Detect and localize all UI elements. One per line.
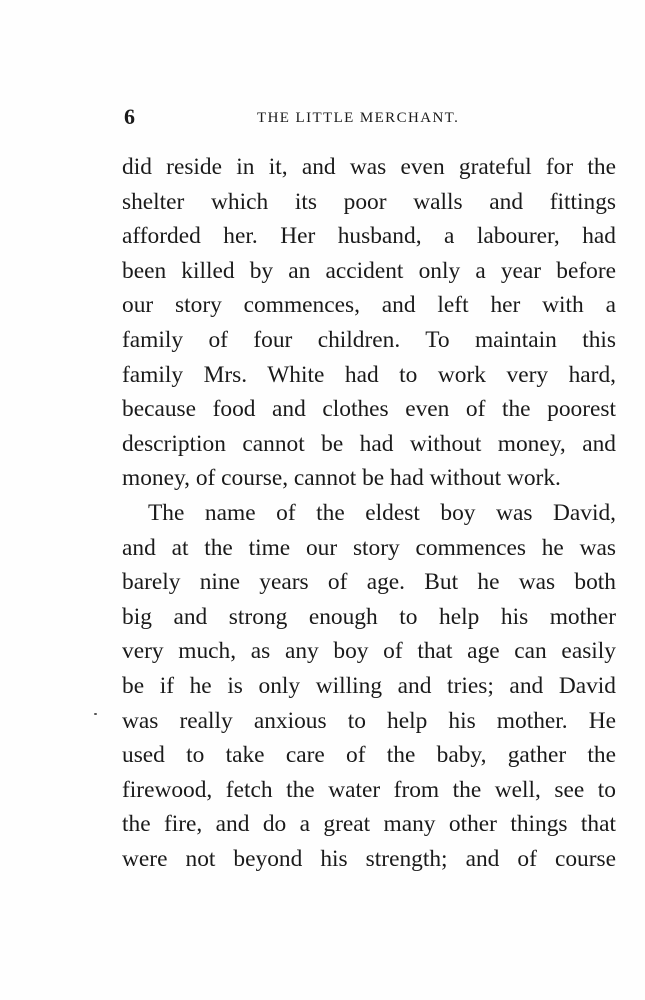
text-line: did reside in it, and was even grateful for the bbox=[122, 154, 616, 180]
text-line: family of four children. To maintain this bbox=[122, 326, 616, 353]
text-line: family Mrs. White had to work very hard, bbox=[122, 361, 616, 388]
text-line: afforded her. Her husband, a labourer, had bbox=[122, 223, 616, 250]
text-line: were not beyond his strength; and of course bbox=[122, 845, 616, 872]
text-line: was really anxious to help his mother. He bbox=[122, 707, 616, 734]
text-line: because food and clothes even of the poorest bbox=[122, 396, 616, 423]
paragraph-end-line: money, of course, cannot be had without work. bbox=[122, 465, 561, 492]
text-line: been killed by an accident only a year before bbox=[122, 257, 616, 284]
running-head: THE LITTLE MERCHANT. bbox=[257, 110, 460, 126]
page-number: 6 bbox=[124, 104, 135, 129]
margin-speck bbox=[94, 713, 97, 715]
text-line: used to take care of the baby, gather the bbox=[122, 742, 616, 769]
paragraph-start-line: The name of the eldest boy was David, bbox=[148, 499, 616, 526]
text-line: our story commences, and left her with a bbox=[122, 292, 616, 319]
text-line: firewood, fetch the water from the well, see to bbox=[122, 776, 616, 803]
text-line: the fire, and do a great many other things that bbox=[122, 811, 616, 838]
text-line: big and strong enough to help his mother bbox=[122, 603, 616, 630]
text-line: and at the time our story commences he was bbox=[122, 534, 616, 561]
text-line: shelter which its poor walls and fittings bbox=[122, 188, 616, 215]
page-header bbox=[122, 104, 616, 134]
text-line: be if he is only willing and tries; and David bbox=[122, 672, 616, 699]
text-line: very much, as any boy of that age can easily bbox=[122, 638, 616, 665]
text-line: description cannot be had without money, and bbox=[122, 430, 616, 457]
body-text bbox=[122, 150, 616, 876]
text-line: barely nine years of age. But he was both bbox=[122, 569, 616, 596]
